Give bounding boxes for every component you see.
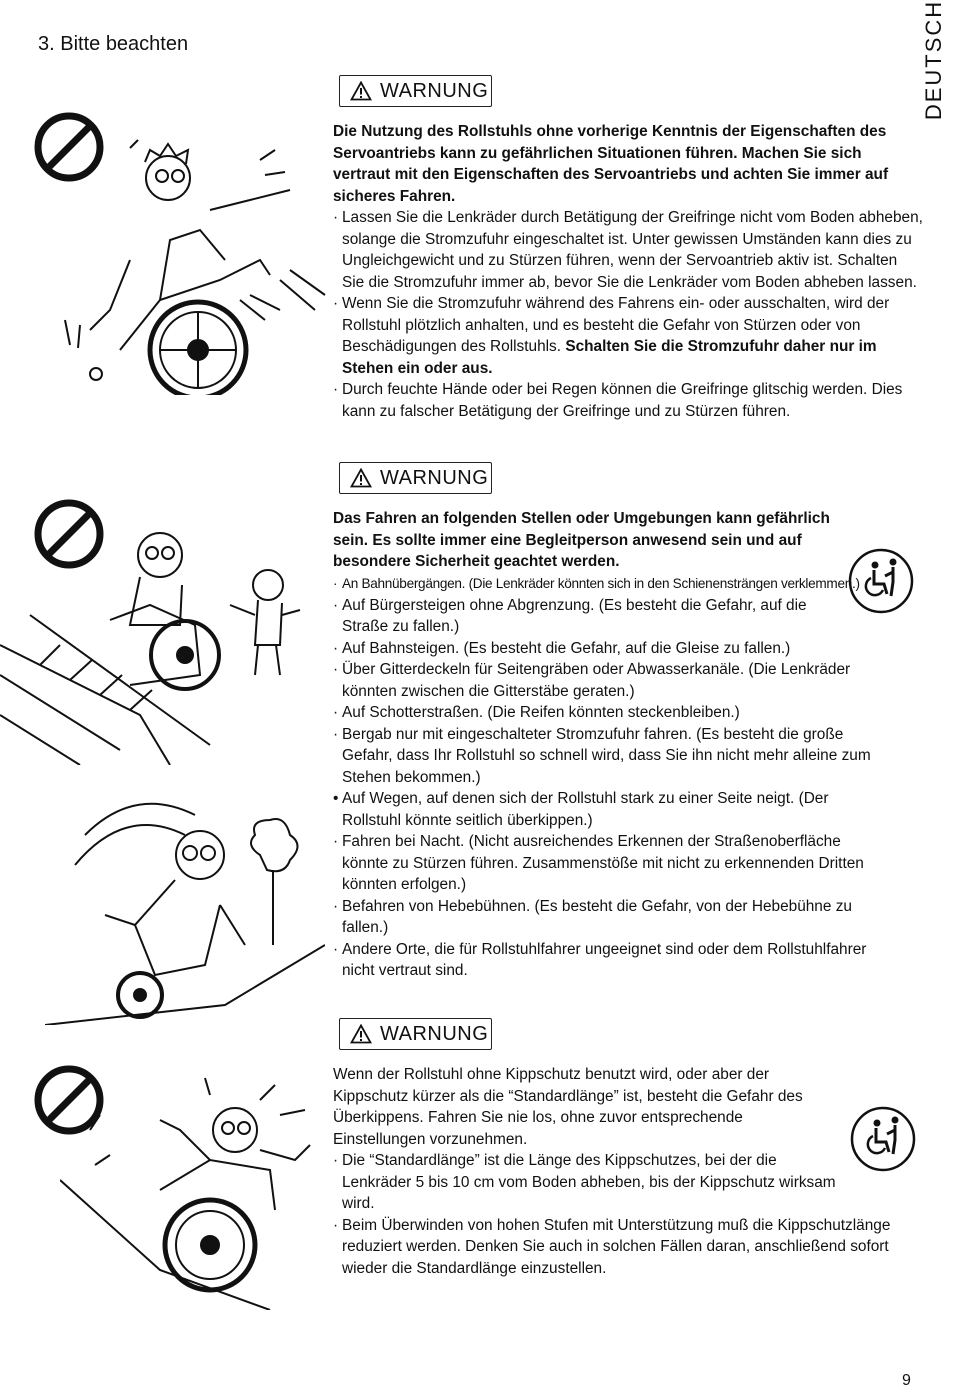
warning-intro: Das Fahren an folgenden Stellen oder Umgebungen kann gefährlich sein. Es sollte immer eine Begleitperson anwesend sein und auf besondere Sicherheit geachtet werden. xyxy=(333,510,830,570)
list-item: · Auf Schotterstraßen. (Die Reifen könnten steckenbleiben.) xyxy=(333,704,740,721)
list-item: · Beim Überwinden von hohen Stufen mit Unterstützung muß die Kippschutzlänge reduziert werden. Denken Sie auch in solchen Fällen daran, anschließend sofort wieder die Standardlänge einzustellen. xyxy=(333,1216,891,1277)
language-tab xyxy=(892,0,960,130)
list-item: · Auf Bahnsteigen. (Es besteht die Gefahr, auf die Gleise zu fallen.) xyxy=(333,639,791,657)
downhill-night-illustration xyxy=(45,775,325,1025)
list-item: • Auf Wegen, auf denen sich der Rollstuhl stark zu einer Seite neigt. (Der Rollstuhl könnte seitlich überkippen.) xyxy=(333,790,829,829)
warning-label-box xyxy=(339,75,492,107)
warning-triangle-icon xyxy=(350,468,372,488)
warning-list-2 xyxy=(333,573,885,982)
language-tab-label: DEUTSCH xyxy=(921,0,946,121)
list-item: · Über Gitterdeckeln für Seitengräben oder Abwasserkanäle. (Die Lenkräder könnten zwischen die Gitterstäbe geraten.) xyxy=(333,661,851,700)
list-item: · Andere Orte, die für Rollstuhlfahrer ungeeignet sind oder dem Rollstuhlfahrer nicht vertraut sind. xyxy=(333,940,867,979)
list-item: · Auf Bürgersteigen ohne Abgrenzung. (Es besteht die Gefahr, auf die Straße zu fallen.) xyxy=(333,596,807,635)
tipping-over-illustration xyxy=(60,1070,330,1310)
list-item: · Befahren von Hebebühnen. (Es besteht die Gefahr, von der Hebebühne zu fallen.) xyxy=(333,897,852,936)
list-item: · Die “Standardlänge” ist die Länge des Kippschutzes, bei der die Lenkräder 5 bis 10 cm vom Boden abheben, bis der Kippschutz wirksam wird. xyxy=(333,1152,836,1212)
wheelie-fall-illustration xyxy=(50,120,330,395)
warning-label: WARNUNG xyxy=(380,466,489,489)
warning-intro: Wenn der Rollstuhl ohne Kippschutz benutzt wird, oder aber der Kippschutz kürzer als die “Standardlänge” ist, besteht die Gefahr des Überkippens. Fahren Sie nie los, ohne zuvor entsprechende Einstellungen vorzunehmen. xyxy=(333,1066,803,1148)
page-title: 3. Bitte beachten xyxy=(38,33,189,55)
list-item: · Durch feuchte Hände oder bei Regen können die Greifringe glitschig werden. Dies kann zu falscher Betätigung der Greifringe und zu Stürzen führen. xyxy=(333,381,903,420)
warning-triangle-icon xyxy=(350,1024,372,1044)
warning-label: WARNUNG xyxy=(380,1022,489,1045)
page-number: 9 xyxy=(902,1372,911,1389)
warning-label-box xyxy=(339,462,492,494)
warning-intro: Die Nutzung des Rollstuhls ohne vorherige Kenntnis der Eigenschaften des Servoantriebs kann zu gefährlichen Situationen führen. Machen Sie sich vertraut mit den Eigenschaften des Servoantriebs und achten Sie immer auf sicheres Fahren. xyxy=(333,123,889,205)
warning-label-box xyxy=(339,1018,492,1050)
list-item: · Wenn Sie die Stromzufuhr während des Fahrens ein- oder ausschalten, wird der Rollstuhl plötzlich anhalten, und es besteht die Gefahr von Stürzen oder von Beschädigungen des Rollstuhls. Schalten Sie die Stromzufuhr daher nur im Stehen ein oder aus. xyxy=(333,295,890,377)
list-item: · An Bahnübergängen. (Die Lenkräder könnten sich in den Schienensträngen verklemmen.) xyxy=(333,576,860,591)
list-item: · Bergab nur mit eingeschalteter Stromzufuhr fahren. (Es besteht die große Gefahr, dass Ihr Rollstuhl so schnell wird, dass Sie ihn nicht mehr alleine zum Stehen bekommen.) xyxy=(333,725,871,786)
list-item: · Lassen Sie die Lenkräder durch Betätigung der Greifringe nicht vom Boden abheben, solange die Stromzufuhr eingeschaltet ist. Unter gewissen Umständen kann dies zu Ungleichgewicht und zu Stürzen führen, wenn der Servoantrieb aktiv ist. Schalten Sie die Stromzufuhr immer ab, bevor Sie die Lenkräder vom Boden abheben lassen. xyxy=(333,209,923,291)
list-item: · Fahren bei Nacht. (Nicht ausreichendes Erkennen der Straßenoberfläche könnte zu Stürzen führen. Zusammenstöße mit nicht zu erkennenden Dritten könnten erfolgen.) xyxy=(333,833,864,893)
warning-text-3 xyxy=(333,1064,923,1279)
warning-text-2 xyxy=(333,508,833,573)
warning-text-1 xyxy=(333,121,923,422)
railway-crossing-illustration xyxy=(0,515,320,765)
warning-label: WARNUNG xyxy=(380,79,489,102)
warning-triangle-icon xyxy=(350,81,372,101)
